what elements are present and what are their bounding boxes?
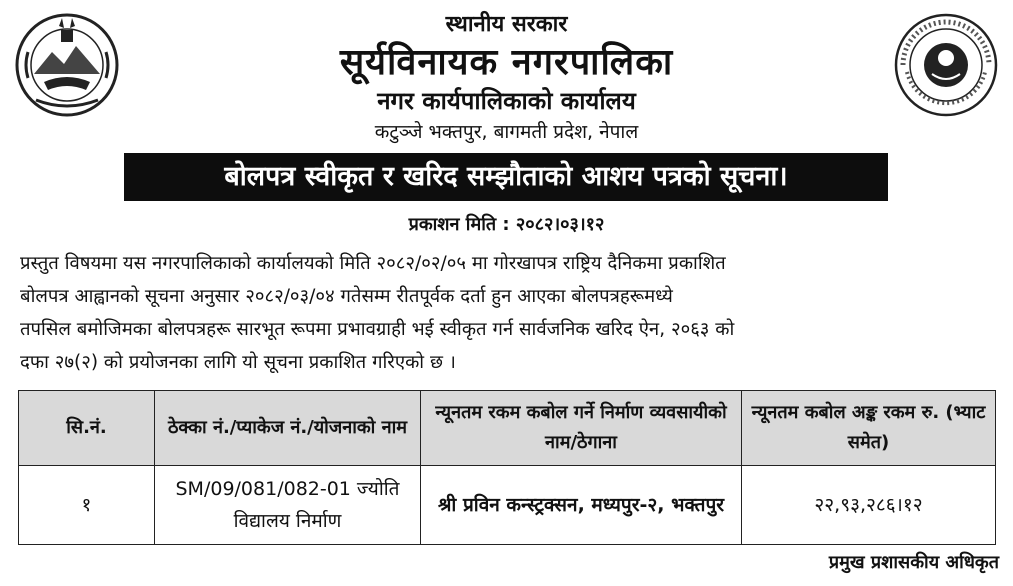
publication-date: प्रकाशन मिति : २०८२।०३।१२ (408, 214, 605, 235)
cell-contractor: श्री प्रविन कन्स्ट्रक्सन, मध्यपुर-२, भक्तपुर (421, 466, 742, 545)
notice-title-banner: बोलपत्र स्वीकृत र खरिद सम्झौताको आशय पत्रको सूचना। (124, 153, 888, 201)
table-row (19, 466, 996, 545)
local-government-label: स्थानीय सरकार (445, 11, 568, 37)
column-header-serial: सि.नं. (19, 391, 155, 466)
office-address: कटुञ्जे भक्तपुर, बागमती प्रदेश, नेपाल (374, 121, 639, 143)
notice-paragraph-line: बोलपत्र आह्वानको सूचना अनुसार २०८२/०३/०४ गतेसम्म रीतपूर्वक दर्ता हुन आएका बोलपत्रहरूमध्ये (20, 286, 673, 307)
cell-amount: २२,९३,२८६।१२ (742, 466, 996, 545)
notice-paragraph-line: तपसिल बमोजिमका बोलपत्रहरू सारभूत रूपमा प्रभावग्राही भई स्वीकृत गर्न सार्वजनिक खरिद ऐन, २०६३ को (20, 319, 735, 340)
cell-serial: १ (19, 466, 155, 545)
municipality-seal-logo (893, 12, 999, 118)
municipality-name: सूर्यविनायक नगरपालिका (339, 42, 674, 83)
column-header-amount: न्यूनतम कबोल अङ्क रकम रु. (भ्याट समेत) (742, 391, 996, 466)
column-header-contractor: न्यूनतम रकम कबोल गर्ने निर्माण व्यवसायीको नाम/ठेगाना (421, 391, 742, 466)
column-header-package: ठेक्का नं./प्याकेज नं./योजनाको नाम (155, 391, 421, 466)
table-header-row (19, 391, 996, 466)
cell-package: SM/09/081/082-01 ज्योति विद्यालय निर्माण (155, 466, 421, 545)
office-name: नगर कार्यपालिकाको कार्यालय (377, 87, 636, 115)
notice-paragraph-line: दफा २७(२) को प्रयोजनका लागि यो सूचना प्रकाशित गरिएको छ । (20, 352, 456, 373)
signatory-title: प्रमुख प्रशासकीय अधिकृत (828, 552, 999, 573)
notice-paragraph-line: प्रस्तुत विषयमा यस नगरपालिकाको कार्यालयको मिति २०८२/०२/०५ मा गोरखापत्र राष्ट्रिय दैनिकमा प्रकाशित (20, 253, 726, 274)
tender-table (18, 390, 996, 545)
